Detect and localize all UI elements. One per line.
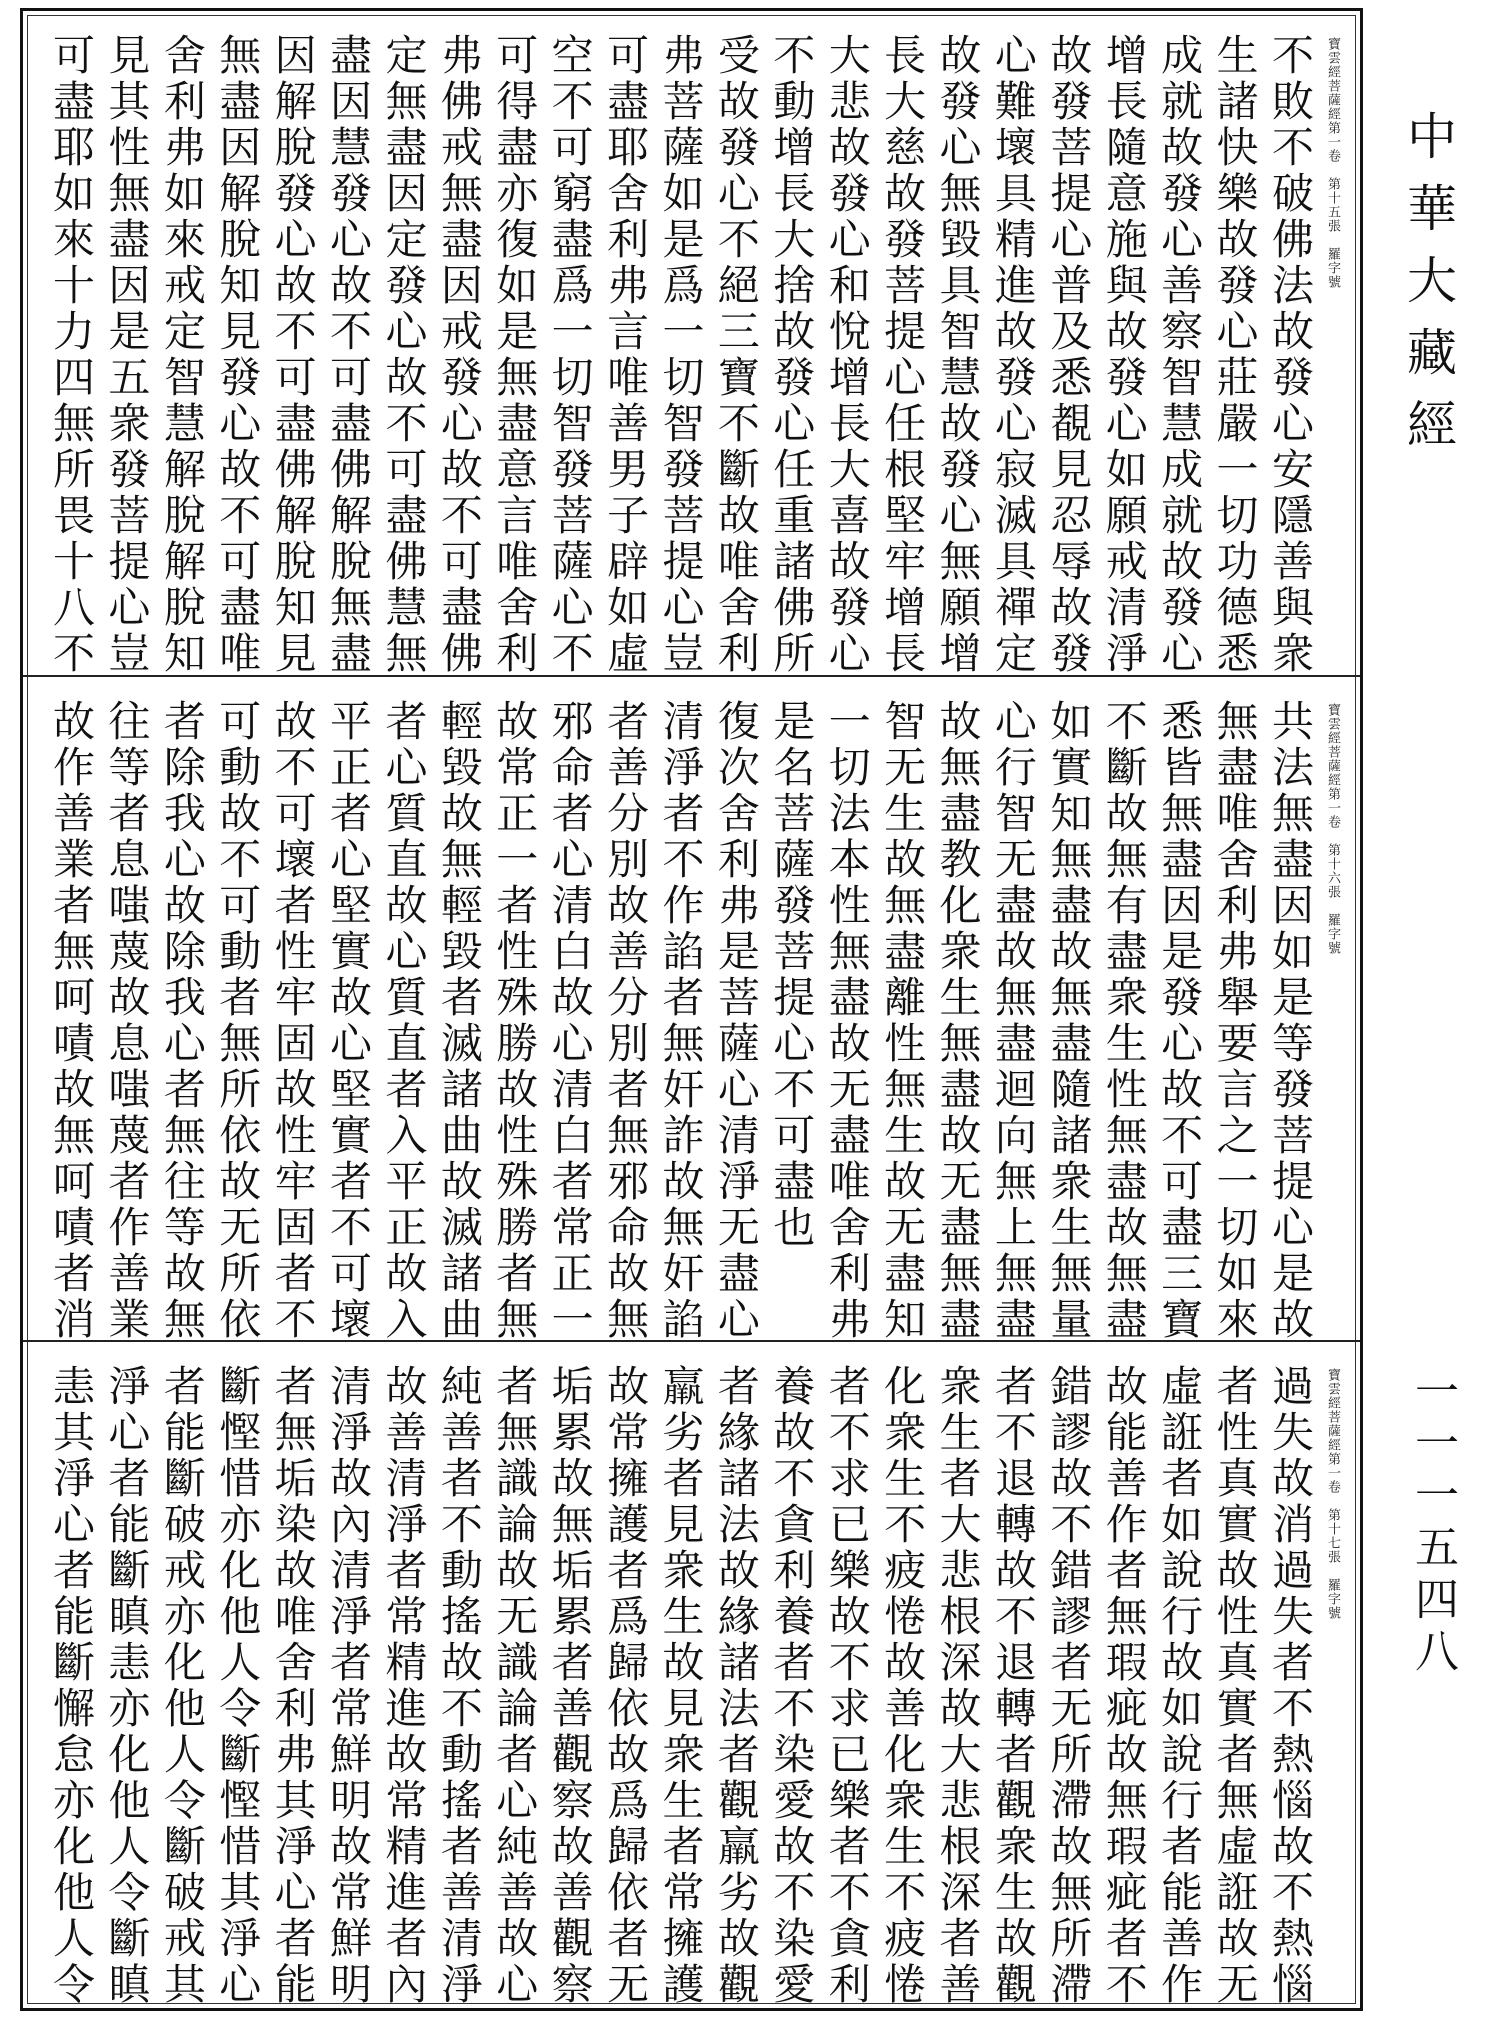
page-frame: [20, 8, 1363, 2011]
panel-margin-note: 寶雲經菩薩經第一卷 第十六張 羅字號: [1325, 703, 1340, 955]
text-column: 弗佛戒無盡因戒發心故不可盡佛: [434, 33, 484, 677]
text-column: 化衆生不疲惓故善化衆生不疲惓: [878, 1364, 928, 2008]
text-column: 者善分別故善分別者無邪命故無: [601, 699, 651, 1343]
text-column: 見其性無盡因是五衆發菩提心豈: [102, 33, 152, 677]
text-column: 可盡耶如來十力四無所畏十八不: [47, 33, 96, 677]
text-column: 清淨故內清淨者常鮮明故常鮮明: [324, 1364, 374, 2008]
text-column: 不敗不破佛法故發心安隱善與衆: [1265, 33, 1315, 677]
text-column: 可盡耶舍利弗言唯善男子辟如虛: [601, 33, 651, 677]
text-column: 故發心無毀具智慧故發心無願增: [933, 33, 983, 677]
text-column: 邪命者心清白故心清白者常正一: [545, 699, 595, 1343]
text-column: 平正者心堅實故心堅實者不可壞: [324, 699, 374, 1343]
collection-title: 中華大藏經: [1399, 110, 1457, 470]
text-column: 往等者息嗤蔑故息嗤蔑者作善業: [102, 699, 152, 1343]
text-column: 無盡唯舍利弗舉要言之一切如來: [1210, 699, 1260, 1343]
text-column: 可得盡亦復如是無盡意言唯舍利: [490, 33, 540, 677]
panel-margin-note: 寶雲經菩薩經第一卷 第十五張 羅字號: [1325, 37, 1340, 289]
text-column: 輕毀故無輕毀者滅諸曲故滅諸曲: [434, 699, 484, 1343]
text-column: 空不可窮盡爲一切智發菩薩心不: [545, 33, 595, 677]
text-column: 養故不貪利養者不染愛故不染愛: [767, 1364, 817, 2008]
text-column: 成就故發心善察智慧成就故發心: [1155, 33, 1205, 677]
text-column: 故善清淨者常精進故常精進者內: [379, 1364, 429, 2008]
column-group: [47, 33, 1315, 677]
text-column: 錯謬故不錯謬者无所滯故無所滯: [1044, 1364, 1094, 2008]
text-column: 智无生故無盡離性無生故无盡知: [878, 699, 928, 1343]
text-column: 共法無盡因如是等發菩提心是故: [1265, 699, 1315, 1343]
text-column: 長大慈故發菩提心任根堅牢增長: [878, 33, 928, 677]
text-column: 故常擁護者爲歸依故爲歸依者无: [601, 1364, 651, 2008]
text-column: 過失故消過失者不熱惱故不熱惱: [1265, 1364, 1315, 2008]
panel-margin-note: 寶雲經菩薩經第一卷 第十七張 羅字號: [1325, 1368, 1340, 1620]
column-group: [47, 699, 1315, 1343]
text-column: 垢累故無垢累者善觀察故善觀察: [545, 1364, 595, 2008]
text-column: 故發菩提心普及悉覩見忍辱故發: [1044, 33, 1094, 677]
text-column: 悉皆無盡因是發心故不可盡三寶: [1155, 699, 1205, 1343]
text-column: 一切法本性無盡故无盡唯舍利弗: [822, 699, 872, 1343]
column-group: [47, 1364, 1315, 2008]
text-column: 者不求已樂故不求已樂者不貪利: [822, 1364, 872, 2008]
text-column: 故無盡教化衆生無盡故无盡無盡: [933, 699, 983, 1343]
text-column: 增長隨意施與故發心如願戒清淨: [1099, 33, 1149, 677]
text-column: 者緣諸法故緣諸法者觀羸劣故觀: [711, 1364, 761, 2008]
text-panel-bottom: [23, 1342, 1360, 2006]
text-column: 衆生者大悲根深故大悲根深者善: [933, 1364, 983, 2008]
text-column: 者心質直故心質直者入平正故入: [379, 699, 429, 1343]
text-column: 故能善作者無瑕疵故無瑕疵者不: [1099, 1364, 1149, 2008]
text-column: 因解脫發心故不可盡佛解脫知見: [268, 33, 318, 677]
text-column: 者不退轉故不退轉者觀衆生故觀: [988, 1364, 1038, 2008]
text-column: 虛誑者如說行故如說行者能善作: [1155, 1364, 1205, 2008]
text-column: 盡因慧發心故不可盡佛解脫無盡: [324, 33, 374, 677]
text-column: 大悲故發心和悅增長大喜故發心: [822, 33, 872, 677]
text-column: 不動增長大捨故發心任重諸佛所: [767, 33, 817, 677]
text-column: 者無垢染故唯舍利弗其淨心者能: [268, 1364, 318, 2008]
text-panel-middle: [23, 677, 1360, 1343]
text-column: 如實知無盡故無盡隨諸衆生無量: [1044, 699, 1094, 1343]
text-column: 故不可壞者性牢固故性牢固者不: [268, 699, 318, 1343]
text-column: 者性真實故性真實者無虛誑故无: [1210, 1364, 1260, 2008]
text-column: 舍利弗如來戒定智慧解脫解脫知: [157, 33, 207, 677]
text-column: 是名菩薩發菩提心不可盡也: [767, 699, 817, 1251]
text-column: 清淨者不作諂者無奸詐故無奸諂: [656, 699, 706, 1343]
text-column: 定無盡因定發心故不可盡佛慧無: [379, 33, 429, 677]
text-column: 不斷故無有盡衆生性無盡故無盡: [1099, 699, 1149, 1343]
text-column: 故作善業者無呵嘖故無呵嘖者消: [47, 699, 96, 1343]
text-column: 者除我心故除我心者無往等故無: [157, 699, 207, 1343]
text-column: 純善者不動搖故不動搖者善清淨: [434, 1364, 484, 2008]
text-column: 心行智无盡故無盡迴向無上無盡: [988, 699, 1038, 1343]
text-column: 無盡因解脫知見發心故不可盡唯: [213, 33, 263, 677]
text-column: 復次舍利弗是菩薩心清淨无盡心: [711, 699, 761, 1343]
text-column: 淨心者能斷瞋恚亦化他人令斷瞋: [102, 1364, 152, 2008]
text-column: 可動故不可動者無所依故无所依: [213, 699, 263, 1343]
text-column: 心難壞具精進故發心寂滅具禪定: [988, 33, 1038, 677]
text-column: 生諸快樂故發心莊嚴一切功德悉: [1210, 33, 1260, 677]
text-column: 者能斷破戒亦化他人令斷破戒其: [157, 1364, 207, 2008]
text-column: 受故發心不絕三寶不斷故唯舍利: [711, 33, 761, 677]
text-column: 故常正一者性殊勝故性殊勝者無: [490, 699, 540, 1343]
text-column: 羸劣者見衆生故見衆生者常擁護: [656, 1364, 706, 2008]
text-panel-top: [23, 11, 1360, 675]
text-column: 斷慳惜亦化他人令斷慳惜其淨心: [213, 1364, 263, 2008]
page-number: 一一一五四八: [1407, 1368, 1458, 1680]
text-column: 弗菩薩如是爲一切智發菩提心豈: [656, 33, 706, 677]
text-column: 者無識論故无識論者心純善故心: [490, 1364, 540, 2008]
text-column: 恚其淨心者能斷懈怠亦化他人令: [47, 1364, 96, 2008]
